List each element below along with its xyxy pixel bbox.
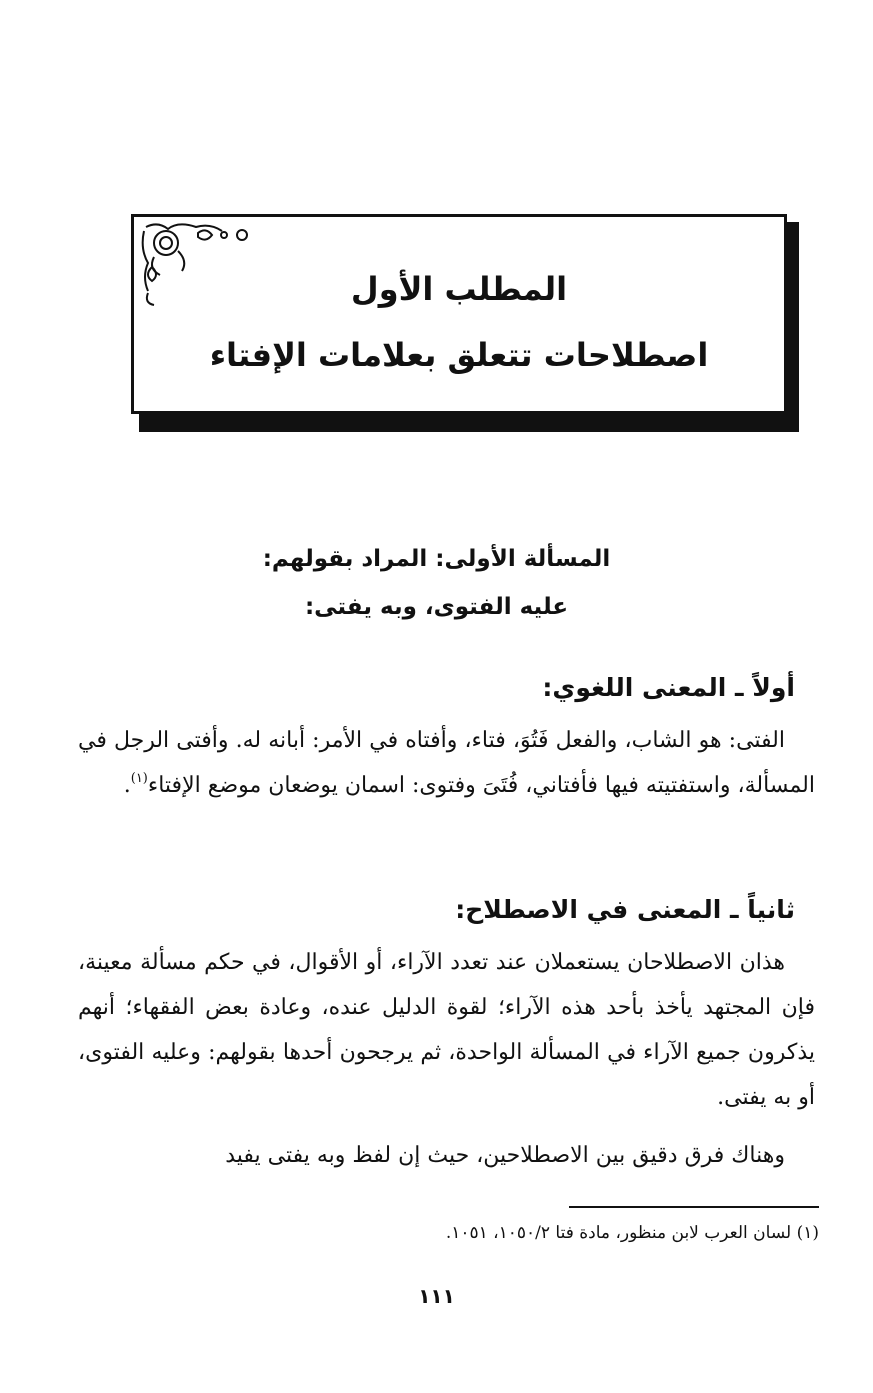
linguistic-meaning-paragraph	[78, 718, 815, 808]
footnote: (١) لسان العرب لابن منظور، مادة فتا ١٠٥٠/٢، ١٠٥١.	[445, 1223, 819, 1243]
section-subtitle: اصطلاحات تتعلق بعلامات الإفتاء	[209, 336, 709, 374]
issue-heading-line2: عليه الفتوى، وبه يفتى:	[304, 594, 569, 620]
technical-meaning-text: هذان الاصطلاحان يستعملان عند تعدد الآراء، أو الأقوال، في حكم مسألة معينة، فإن المجتهد يأخذ بأحد هذه الآراء؛ لقوة الدليل عنده، وعادة بعض الفقهاء؛ أنهم يذكرون جميع الآراء في المسألة الواحدة، ثم يرجحون أحدها بقولهم: وعليه الفتوى، أو به يفتى.	[78, 950, 815, 1110]
technical-meaning-heading: ثانياً ـ المعنى في الاصطلاح:	[455, 895, 795, 924]
title-box	[131, 214, 787, 414]
linguistic-meaning-text: الفتى: هو الشاب، والفعل فَتُوَ، فتاء، وأفتاه في الأمر: أبانه له. وأفتى الرجل في المسألة، واستفتيته فيها فأفتاني، فُتَىَ وفتوى: اسمان يوضعان موضع الإفتاء	[78, 728, 815, 798]
footnote-divider	[569, 1206, 819, 1208]
footnote-marker[interactable]: (١)	[130, 771, 148, 786]
technical-meaning-paragraph	[78, 940, 815, 1120]
distinction-paragraph	[78, 1133, 815, 1178]
page-number: ١١١	[418, 1284, 455, 1308]
distinction-text: وهناك فرق دقيق بين الاصطلاحين، حيث إن لفظ وبه يفتى يفيد	[225, 1143, 785, 1168]
linguistic-meaning-heading: أولاً ـ المعنى اللغوي:	[542, 673, 795, 702]
section-title: المطلب الأول	[350, 270, 568, 308]
issue-heading-line1: المسألة الأولى: المراد بقولهم:	[262, 546, 611, 572]
paragraph-end: .	[123, 773, 131, 798]
